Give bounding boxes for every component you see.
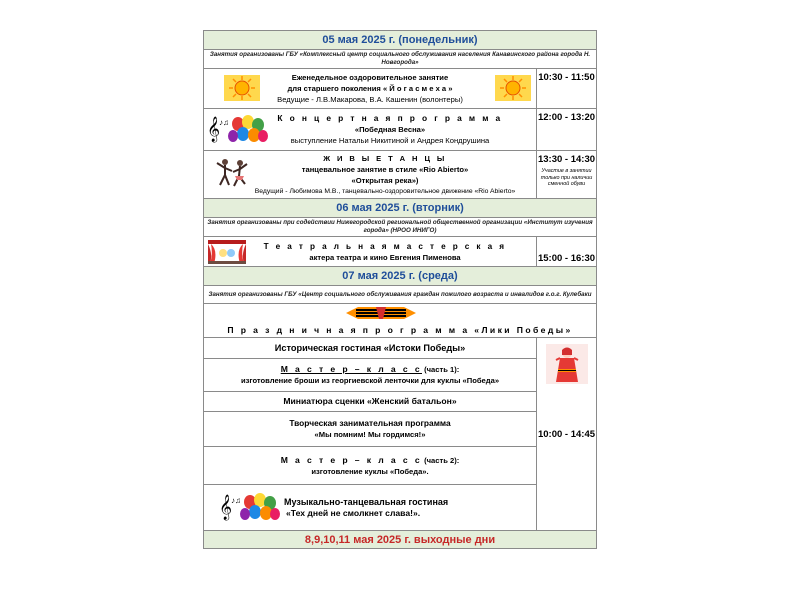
event-time-value: 13:30 - 14:30 — [537, 154, 596, 165]
footer-holidays: 8,9,10,11 мая 2025 г. выходные дни — [204, 531, 597, 549]
event-cell — [204, 412, 537, 447]
organizer-note: Занятия организованы при содействии Нижегородской региональной общественной организации «Институт изучения города» (НРОО ИНИГО) — [204, 218, 597, 237]
organizer-note: Занятия организованы ГБУ «Комплексный центр социального обслуживания населения Канавинского района города Н. Новгорода» — [204, 50, 597, 69]
event-time: 12:00 - 13:20 — [537, 109, 597, 151]
day-header-may-07: 07 мая 2025 г. (среда) — [204, 267, 597, 286]
event-subtitle: «Мы помним! Мы гордимся!» — [314, 430, 426, 439]
event-cell — [204, 485, 537, 531]
event-title: Т е а т р а л ь н а я м а с т е р с к а я — [263, 241, 507, 251]
event-subtitle-2: «Открытая река») — [351, 175, 419, 185]
svg-text:𝄞: 𝄞 — [207, 117, 221, 142]
event-cell — [204, 447, 537, 485]
balloons-music-icon — [206, 112, 268, 146]
event-subtitle: изготовление броши из георгиевской ленточки для куклы «Победа» — [240, 376, 500, 385]
event-cell — [204, 359, 537, 392]
svg-text:♪♫: ♪♫ — [231, 496, 241, 505]
event-title: Ж И В Ы Е Т А Н Ц Ы — [323, 153, 447, 163]
event-subtitle: для старшего поколения « Й о г а с м е х а » — [287, 84, 453, 93]
event-subtitle: изготовление куклы «Победа». — [311, 466, 429, 476]
event-title: М а с т е р – к л а с с — [280, 454, 422, 465]
event-cell — [204, 151, 537, 199]
time-note: Участие в занятии только при наличии сменной обуви — [540, 168, 593, 187]
program-title-cell — [204, 304, 597, 338]
event-hosts: Ведущие - Л.В.Макарова, В.А. Кашенин (волонтеры) — [277, 95, 463, 104]
event-time: 15:00 - 16:30 — [537, 237, 597, 267]
event-time: 10:00 - 14:45 — [537, 428, 596, 440]
day-header-may-05: 05 мая 2025 г. (понедельник) — [204, 31, 597, 50]
sun-icon — [224, 75, 260, 101]
doll-icon — [546, 344, 588, 384]
event-title: Творческая занимательная программа — [289, 418, 451, 428]
event-title: Миниатюра сценки «Женский батальон» — [204, 392, 537, 412]
event-subtitle: актера театра и кино Евгения Пименова — [309, 252, 461, 262]
st-george-ribbon-icon — [346, 307, 416, 319]
event-cell — [204, 237, 537, 267]
schedule-table — [203, 30, 597, 549]
theater-stage-icon — [208, 240, 246, 264]
svg-text:♪♫: ♪♫ — [219, 118, 229, 127]
event-subtitle: танцевальное занятие в стиле «Rio Abierto» — [301, 164, 469, 174]
event-cell — [204, 69, 537, 109]
event-subtitle: «Победная Весна» — [354, 125, 426, 134]
event-title: Историческая гостиная «Истоки Победы» — [204, 338, 537, 359]
event-title: Музыкально-танцевальная гостиная — [284, 496, 449, 507]
dancers-icon — [214, 157, 250, 187]
event-time — [537, 151, 597, 199]
event-time: 10:30 - 11:50 — [537, 69, 597, 109]
event-time-cell — [537, 338, 597, 531]
event-subtitle: «Тех дней не смолкнет слава!». — [286, 507, 421, 518]
organizer-note: Занятия организованы ГБУ «Центр социального обслуживания граждан пожилого возраста и инвалидов г.о.г. Кулебаки — [204, 286, 597, 304]
event-title-suffix: (часть 1): — [424, 365, 460, 374]
event-cell — [204, 109, 537, 151]
event-title: Еженедельное оздоровительное занятие — [291, 73, 449, 82]
event-hosts: выступление Натальи Никитиной и Андрея Кондрушина — [290, 136, 490, 145]
event-title: М а с т е р – к л а с с — [280, 364, 422, 374]
event-hosts: Ведущий - Любимова М.В., танцевально-оздоровительное движение «Rio Abierto» — [254, 187, 516, 195]
event-title-suffix: (часть 2): — [424, 455, 460, 465]
sun-icon — [495, 75, 531, 101]
balloons-music-icon — [218, 490, 280, 524]
svg-text:𝄞: 𝄞 — [219, 495, 233, 520]
day-header-may-06: 06 мая 2025 г. (вторник) — [204, 199, 597, 218]
event-title: К о н ц е р т н а я п р о г р а м м а — [277, 113, 503, 123]
program-title: П р а з д н и ч н а я п р о г р а м м а «Лики Победы» — [227, 325, 573, 335]
